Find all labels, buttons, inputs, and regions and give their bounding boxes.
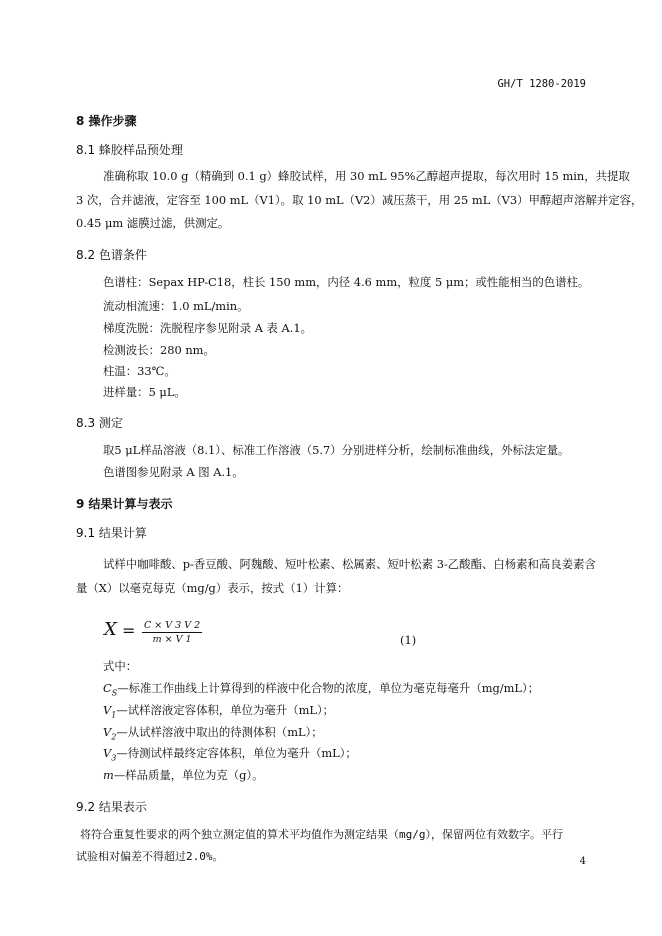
variable-subscript: 3 bbox=[111, 753, 117, 763]
variable-subscript: 1 bbox=[111, 710, 117, 720]
section-8-2-title: 8.2 色谱条件 bbox=[76, 248, 147, 262]
document-code: GH/T 1280-2019 bbox=[497, 78, 586, 90]
variable-symbol: m bbox=[103, 768, 114, 782]
variable-definition bbox=[103, 702, 334, 719]
variable-symbol: V bbox=[103, 703, 112, 717]
variable-definition bbox=[103, 724, 323, 741]
chromatography-item: 色谱柱：Sepax HP-C18，柱长 150 mm，内径 4.6 mm，粒度 5 μm；或性能相当的色谱柱。 bbox=[103, 275, 590, 289]
variable-symbol: C bbox=[103, 681, 112, 695]
paragraph-9-2-line-1: 将符合重复性要求的两个独立测定值的算术平均值作为测定结果（mg/g），保留两位有效数字。平行 bbox=[80, 828, 563, 841]
variable-definition bbox=[103, 745, 357, 762]
equation-number: (1) bbox=[400, 633, 417, 647]
variable-text: —从试样溶液中取出的待测体积（mL）； bbox=[116, 725, 323, 739]
chromatography-item: 梯度洗脱：洗脱程序参见附录 A 表 A.1。 bbox=[103, 321, 313, 335]
variable-symbol: V bbox=[103, 746, 112, 760]
formula-lhs: X bbox=[104, 619, 117, 640]
variable-text: —样品质量，单位为克（g）。 bbox=[113, 768, 264, 782]
paragraph-8-3-line-1: 取5 μL样品溶液（8.1）、标准工作溶液（5.7）分别进样分析，绘制标准曲线，外标法定量。 bbox=[103, 443, 570, 457]
section-9-2-title: 9.2 结果表示 bbox=[76, 800, 147, 814]
variable-definition bbox=[103, 767, 263, 783]
variable-symbol: V bbox=[103, 725, 112, 739]
paragraph-8-1-line-2: 3 次，合并滤液，定容至 100 mL（V1）。取 10 mL（V2）减压蒸干，用 25 mL（V3）甲醇超声溶解并定容， bbox=[76, 193, 643, 207]
chromatography-item: 检测波长：280 nm。 bbox=[103, 343, 215, 357]
formula-denominator: m × V 1 bbox=[152, 634, 192, 645]
section-9-1-title: 9.1 结果计算 bbox=[76, 526, 147, 540]
variable-text: —标准工作曲线上计算得到的样液中化合物的浓度，单位为毫克每毫升（mg/mL）； bbox=[117, 681, 540, 695]
section-8-3-title: 8.3 测定 bbox=[76, 416, 123, 430]
formula-numerator: C × V 3 V 2 bbox=[144, 620, 201, 631]
chromatography-item: 进样量：5 μL。 bbox=[103, 385, 186, 399]
variable-subscript: 2 bbox=[111, 732, 117, 742]
section-9-title: 9 结果计算与表示 bbox=[76, 497, 173, 511]
chromatography-item: 流动相流速：1.0 mL/min。 bbox=[103, 299, 249, 313]
variable-text: —待测试样最终定容体积，单位为毫升（mL）； bbox=[116, 746, 357, 760]
paragraph-8-3-line-2: 色谱图参见附录 A 图 A.1。 bbox=[103, 465, 244, 479]
variable-subscript: S bbox=[111, 688, 118, 698]
formula-equals: = bbox=[122, 621, 136, 640]
formula-fraction bbox=[142, 620, 202, 645]
paragraph-8-1-line-1: 准确称取 10.0 g（精确到 0.1 g）蜂胶试样，用 30 mL 95%乙醇超声提取，每次用时 15 min，共提取 bbox=[103, 169, 630, 183]
page-number: 4 bbox=[579, 856, 586, 867]
paragraph-9-2-line-2: 试验相对偏差不得超过2.0%。 bbox=[76, 850, 224, 863]
chromatography-item: 柱温：33℃。 bbox=[103, 364, 176, 378]
paragraph-9-1-line-1: 试样中咖啡酸、p-香豆酸、阿魏酸、短叶松素、松属素、短叶松素 3-乙酸酯、白杨素和高良姜素含 bbox=[103, 557, 596, 571]
variable-definition bbox=[103, 680, 539, 697]
section-8-title: 8 操作步骤 bbox=[76, 114, 137, 128]
paragraph-9-1-line-2: 量（X）以毫克每克（mg/g）表示，按式（1）计算： bbox=[76, 581, 349, 595]
section-8-1-title: 8.1 蜂胶样品预处理 bbox=[76, 143, 183, 157]
paragraph-8-1-line-3: 0.45 μm 滤膜过滤，供测定。 bbox=[76, 216, 230, 230]
where-label: 式中： bbox=[103, 659, 138, 673]
variable-text: —试样溶液定容体积，单位为毫升（mL）； bbox=[116, 703, 335, 717]
